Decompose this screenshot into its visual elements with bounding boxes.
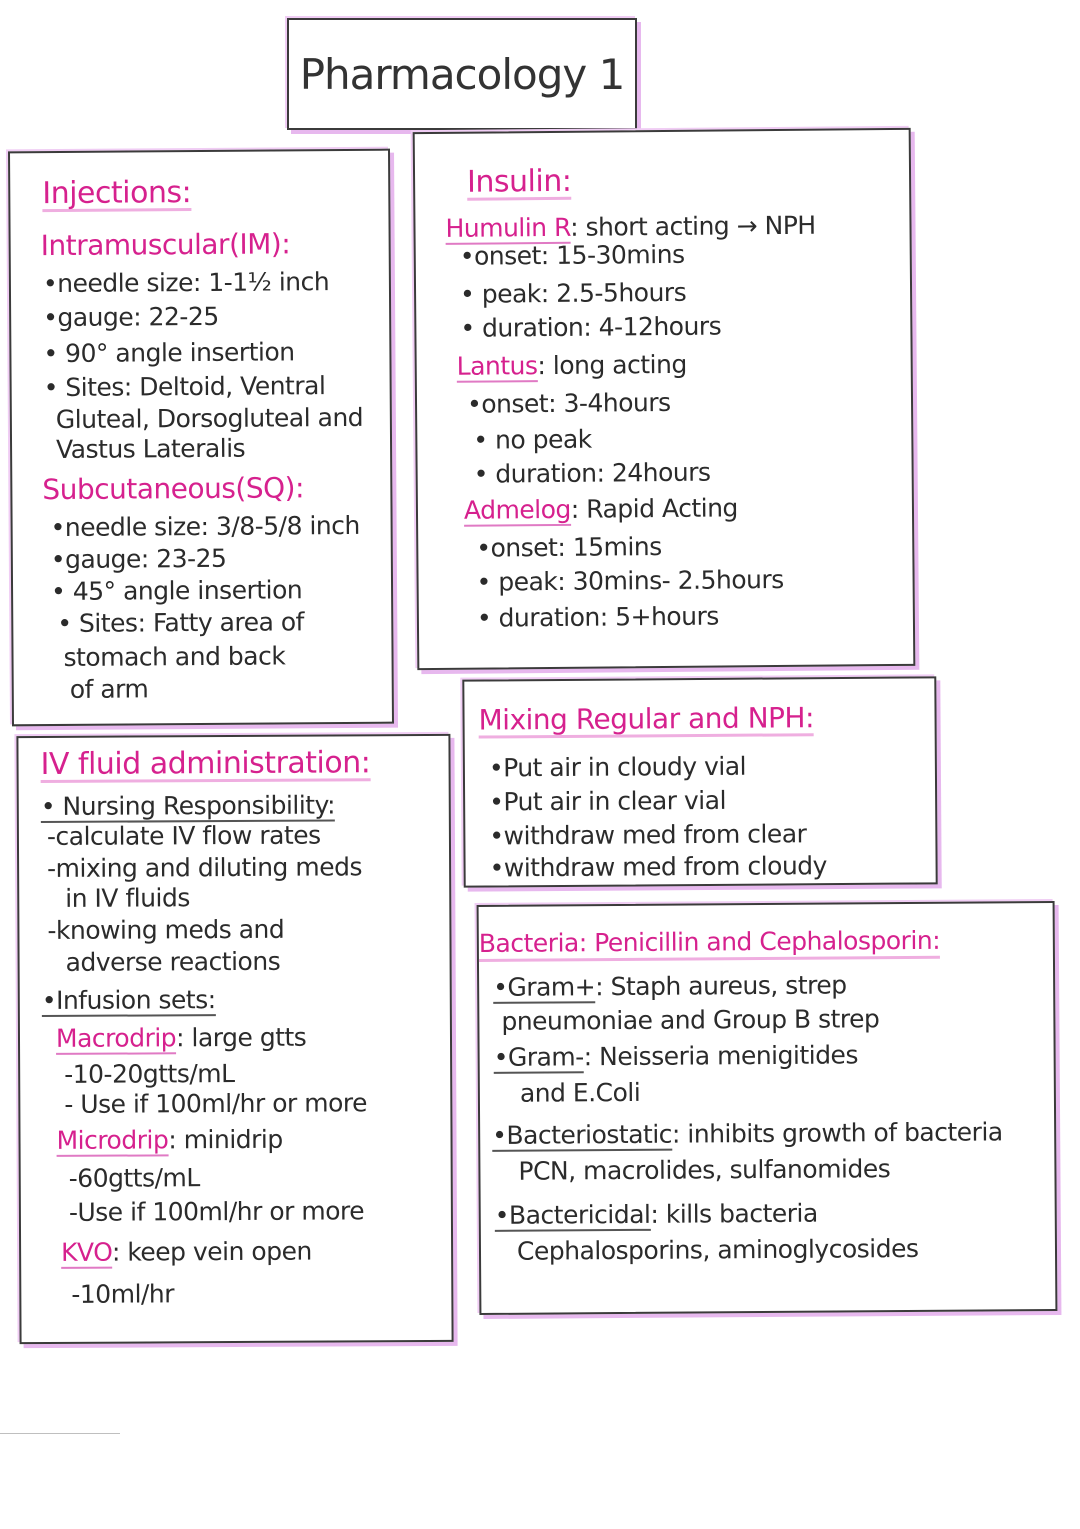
gram-pos-label: •Gram+ [493,972,596,1002]
mixing-line: •withdraw med from cloudy [489,851,828,883]
lantus-detail: •onset: 3-4hours [466,387,671,419]
bacteria-box [477,901,1058,1315]
macrodrip-detail: - Use if 100ml/hr or more [64,1088,368,1119]
page-title: Pharmacology 1 [299,49,625,99]
macrodrip-line [56,1023,306,1054]
bacteriostatic-desc: : inhibits growth of bacteria [671,1117,1003,1149]
admelog-desc: : Rapid Acting [570,493,738,524]
lantus-name: Lantus [456,351,538,381]
im-line: Vastus Lateralis [55,433,246,465]
sq-line: of arm [69,674,149,704]
kvo-desc: : keep vein open [111,1236,312,1267]
lantus-detail: • no peak [473,424,592,455]
lantus-line [457,350,687,382]
humulin-detail: • peak: 2.5-5hours [459,277,687,309]
macrodrip-name: Macrodrip [55,1023,177,1053]
insulin-heading: Insulin: [466,163,572,200]
nursing-line: -calculate IV flow rates [46,820,321,851]
microdrip-name: Microdrip [56,1125,169,1155]
bactericidal-label: •Bactericidal [494,1199,651,1230]
gram-neg-label: •Gram- [493,1042,584,1072]
mixing-heading: Mixing Regular and NPH: [478,701,815,737]
admelog-detail: • peak: 30mins- 2.5hours [476,564,784,597]
gram-pos-detail: pneumoniae and Group B strep [501,1004,880,1036]
humulin-detail: •onset: 15-30mins [459,239,685,271]
humulin-line [445,211,815,244]
sq-line: •gauge: 23-25 [50,543,227,575]
mixing-line: •withdraw med from clear [489,819,807,851]
admelog-detail: •onset: 15mins [476,532,662,563]
sq-line: stomach and back [63,641,286,672]
microdrip-line [56,1125,282,1156]
sq-heading: Subcutaneous(SQ): [42,471,305,507]
mixing-box [462,676,937,887]
humulin-detail: • duration: 4-12hours [460,311,722,343]
im-line: •gauge: 22-25 [43,301,219,333]
bacteria-heading: Bacteria: Penicillin and Cephalosporin: [479,926,940,962]
nursing-line: in IV fluids [65,883,190,913]
gram-neg-line [494,1040,858,1073]
im-line: • 90° angle insertion [43,337,295,369]
admelog-line [464,493,738,525]
admelog-detail: • duration: 5+hours [476,601,719,633]
bacteriostatic-line [492,1117,1003,1151]
im-line: • Sites: Deltoid, Ventral [43,371,326,403]
injections-box [8,149,394,727]
kvo-name: KVO [61,1237,112,1267]
im-line: Gluteal, Dorsogluteal and [55,402,364,435]
kvo-detail: -10ml/hr [71,1279,175,1309]
mixing-line: •Put air in cloudy vial [488,751,747,783]
microdrip-detail: -60gtts/mL [68,1163,200,1193]
admelog-name: Admelog [463,494,571,525]
bacteriostatic-label: •Bacteriostatic [492,1119,673,1150]
page-divider [0,1433,120,1434]
kvo-line [61,1237,312,1268]
bactericidal-line [495,1199,818,1231]
humulin-name: Humulin R [445,212,571,243]
nursing-heading: • Nursing Responsibility: [40,790,336,822]
macrodrip-desc: : large gtts [176,1022,307,1053]
microdrip-detail: -Use if 100ml/hr or more [68,1196,365,1227]
nursing-line: -mixing and diluting meds [47,852,363,883]
iv-fluid-box [16,734,453,1344]
iv-heading: IV fluid administration: [40,745,371,783]
sq-line: •needle size: 3/8-5/8 inch [50,510,360,543]
gram-pos-desc: : Staph aureus, strep [595,970,847,1002]
im-line: •needle size: 1-1½ inch [42,267,330,299]
title-box [287,18,637,130]
gram-neg-desc: : Neisseria menigitides [583,1040,859,1072]
nursing-line: adverse reactions [65,946,281,977]
microdrip-desc: : minidrip [168,1124,283,1155]
lantus-desc: : long acting [537,349,687,381]
im-heading: Intramuscular(IM): [40,227,291,263]
bactericidal-detail: Cephalosporins, aminoglycosides [516,1233,919,1266]
insulin-box [413,128,916,670]
sq-line: • 45° angle insertion [50,575,303,607]
mixing-line: •Put air in clear vial [489,785,727,817]
gram-neg-detail: and E.Coli [519,1077,641,1108]
gram-pos-line [493,970,847,1002]
injections-heading: Injections: [42,175,192,212]
macrodrip-detail: -10-20gtts/mL [64,1059,235,1089]
lantus-detail: • duration: 24hours [473,457,711,489]
sq-line: • Sites: Fatty area of [57,607,305,639]
nursing-line: -knowing meds and [47,914,285,945]
bacteriostatic-detail: PCN, macrolides, sulfanomides [518,1154,891,1186]
infusion-heading: •Infusion sets: [41,985,216,1016]
humulin-desc: : short acting → NPH [570,210,816,242]
bactericidal-desc: : kills bacteria [650,1198,818,1229]
